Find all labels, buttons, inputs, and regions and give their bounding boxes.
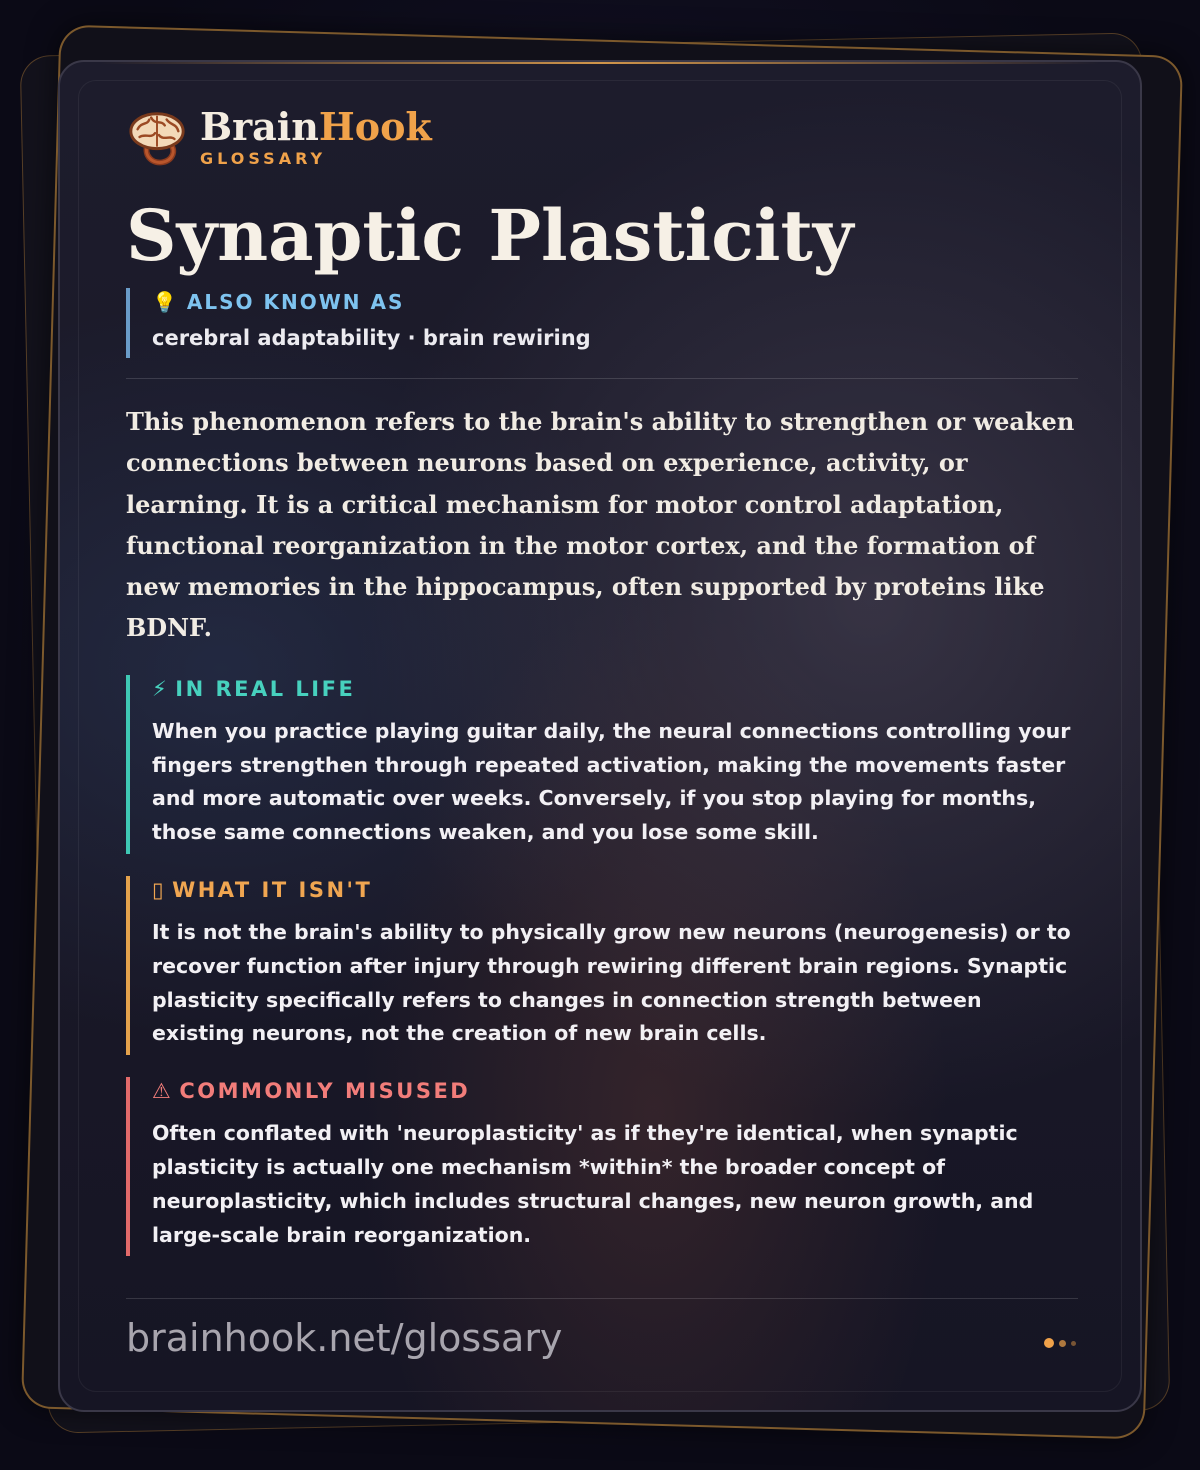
pagination-dot[interactable] — [1071, 1341, 1076, 1346]
term-title: Synaptic Plasticity — [126, 194, 854, 277]
also-known-as-block — [126, 288, 1078, 358]
footer-divider — [126, 1298, 1078, 1299]
pagination-dots — [1039, 1338, 1076, 1348]
glossary-card — [58, 60, 1142, 1412]
commonly-misused-label: COMMONLY MISUSED — [179, 1079, 471, 1104]
brain-hook-icon — [126, 106, 188, 168]
divider — [126, 378, 1078, 379]
card-content — [126, 102, 1078, 1256]
brand-name-part2: Hook — [318, 103, 432, 149]
commonly-misused-body: Often conflated with 'neuroplasticity' as if they're identical, when synaptic plasticity is actually one mechanism *within* the broader concept of neuroplasticity, which includes structural changes, new neuron growth, and large-scale brain reorganization. — [152, 1121, 1034, 1247]
what-it-isnt-label: WHAT IT ISN'T — [172, 877, 373, 902]
also-known-as-text: cerebral adaptability · brain rewiring — [152, 326, 591, 350]
what-it-isnt-section — [126, 876, 1078, 1055]
what-it-isnt-heading — [152, 876, 1078, 904]
what-it-isnt-body: It is not the brain's ability to physically grow new neurons (neurogenesis) or to recover function after injury through rewiring different brain regions. Synaptic plasticity specifically refers to changes in connection strength between existing neurons, not the creation of new brain cells. — [152, 919, 1071, 1046]
no-entry-icon: ▯ — [152, 877, 167, 902]
in-real-life-heading — [152, 675, 1078, 703]
warning-icon: ⚠ — [152, 1079, 174, 1104]
lightning-icon: ⚡ — [152, 676, 170, 701]
lightbulb-icon: 💡 — [152, 290, 179, 314]
also-known-as-heading — [152, 288, 1078, 316]
brand-subtitle: GLOSSARY — [200, 148, 327, 168]
footer-url[interactable]: brainhook.net/glossary — [126, 1316, 563, 1360]
in-real-life-section — [126, 675, 1078, 854]
pagination-dot[interactable] — [1059, 1340, 1066, 1347]
in-real-life-body: When you practice playing guitar daily, the neural connections controlling your fingers strengthen through repeated activation, making the movements faster and more automatic over weeks. Conversely, if you stop playing for months, those same connections weaken, and you lose some skill. — [152, 718, 1071, 845]
definition-text: This phenomenon refers to the brain's ability to strengthen or weaken connections between neurons based on experience, activity, or learning. It is a critical mechanism for motor control adaptation, functional reorganization in the motor cortex, and the formation of new memories in the hippocampus, often supported by proteins like BDNF. — [126, 407, 1075, 643]
brand-header — [126, 102, 1078, 172]
in-real-life-label: IN REAL LIFE — [175, 676, 356, 701]
brand-name-part1: Brain — [200, 103, 319, 149]
brand-name — [200, 103, 432, 149]
also-known-as-label: ALSO KNOWN AS — [186, 290, 405, 314]
commonly-misused-heading — [152, 1077, 1078, 1105]
pagination-dot-active[interactable] — [1044, 1338, 1054, 1348]
commonly-misused-section — [126, 1077, 1078, 1256]
